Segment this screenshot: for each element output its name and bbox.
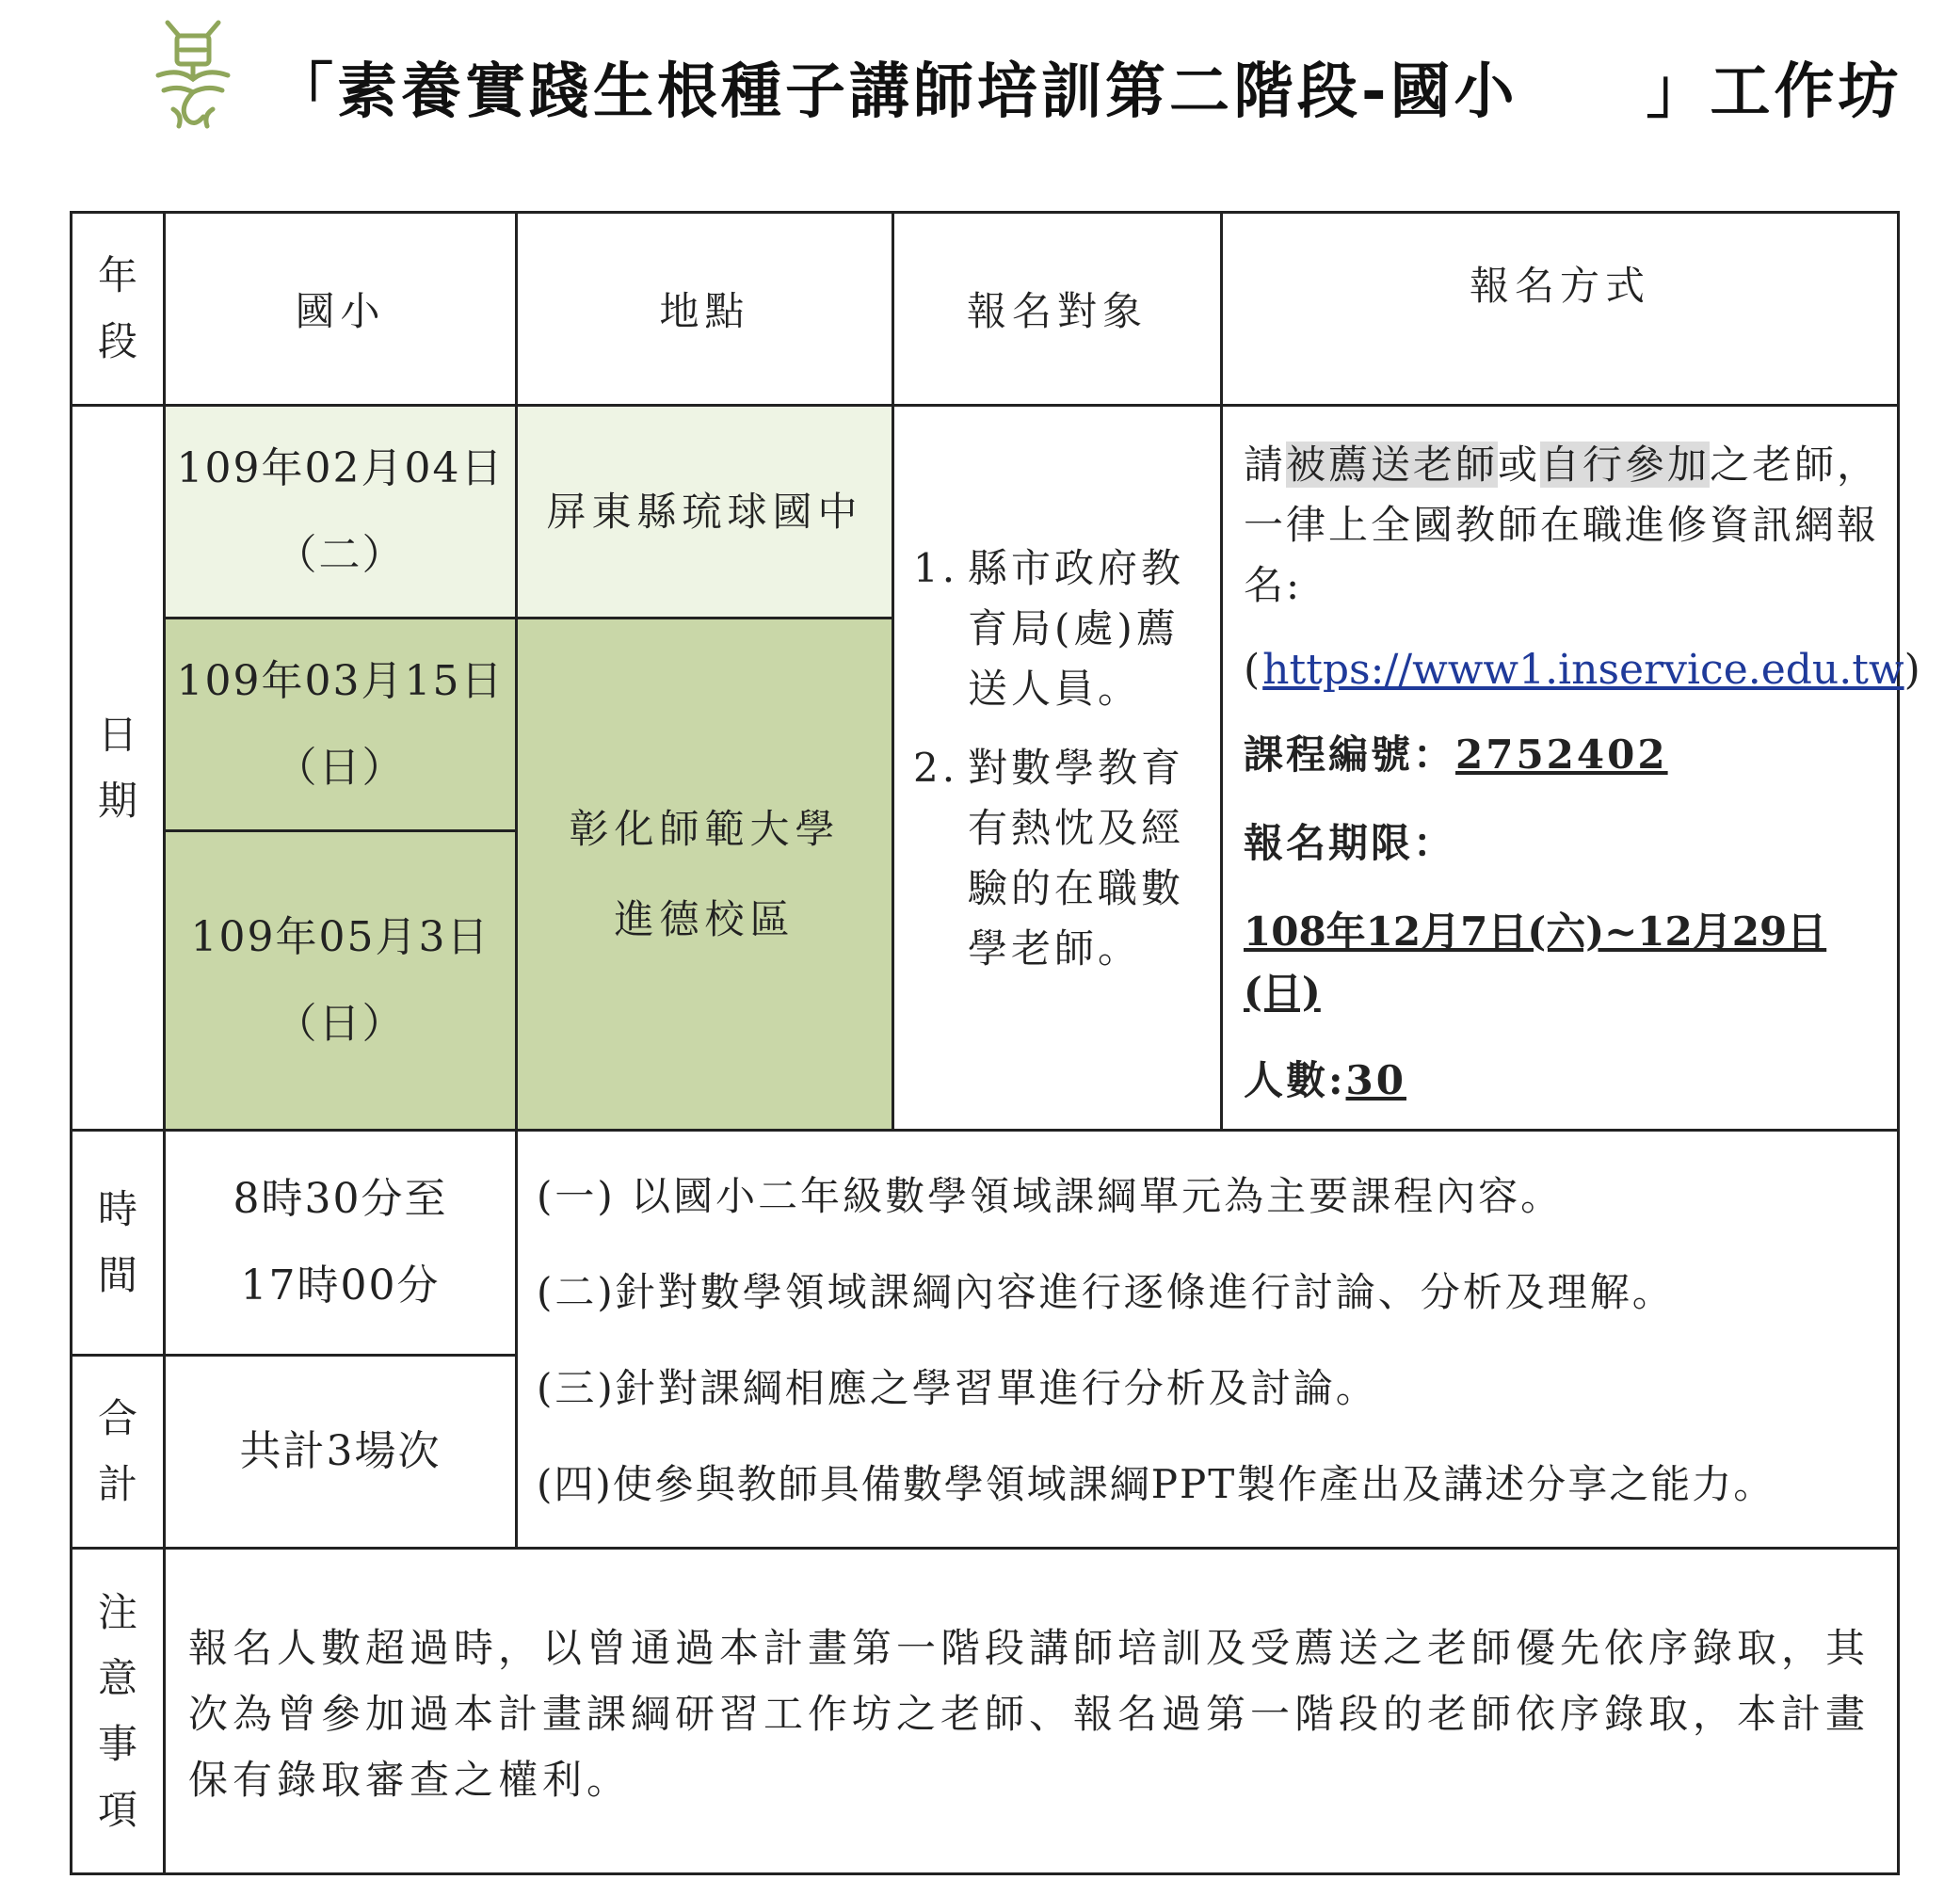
deadline-label: 報名期限： <box>1244 820 1456 866</box>
target-header: 報名對象 <box>966 288 1148 334</box>
date-label: 日期 <box>97 711 137 824</box>
quota-value: 30 <box>1345 1057 1406 1103</box>
session-1-weekday: （二） <box>275 530 406 579</box>
notes-text: 報名人數超過時，以曾通過本計畫第一階段講師培訓及受薦送之老師優先依序錄取，其次為曾參加過本計畫課綱研習工作坊之老師、報名過第一階段的老師依序錄取，本計畫保有錄取審查之權利。 <box>188 1625 1871 1803</box>
date-label-cell <box>70 404 166 1132</box>
session-1-cell <box>163 404 518 619</box>
content-item: (一) 以國小二年級數學領域課綱單元為主要課程內容。 <box>537 1173 1564 1219</box>
time-label: 時間 <box>97 1186 137 1298</box>
location-2-cell <box>515 617 894 1132</box>
target-header-cell <box>892 211 1223 407</box>
quota-label: 人數: <box>1244 1057 1346 1103</box>
session-2-cell <box>163 617 518 832</box>
registration-link[interactable]: https://www1.inservice.edu.tw <box>1262 646 1904 694</box>
location-2-line2: 進德校區 <box>614 895 795 942</box>
time-start: 8時30分至 <box>233 1175 448 1223</box>
content-list <box>518 1132 1897 1533</box>
session-2-date: 109年03月15日 <box>176 656 505 705</box>
location-1-cell <box>515 404 894 619</box>
registration-header: 報名方式 <box>1469 263 1650 309</box>
registration-cell <box>1220 404 1923 1132</box>
location-2-line1: 彰化師範大學 <box>569 805 841 852</box>
grade-value-cell <box>163 211 518 407</box>
session-1-date: 109年02月04日 <box>176 443 505 492</box>
content-cell <box>515 1129 1900 1550</box>
target-text: 縣市政府教育局(處)薦送人員。 <box>968 544 1185 712</box>
content-item: (二)針對數學領域課綱內容進行逐條進行討論、分析及理解。 <box>537 1269 1675 1315</box>
instruction-text: 之老師，一律上全國教師在職進修資訊網報名: <box>1244 442 1880 608</box>
grade-label: 年段 <box>97 252 137 364</box>
total-label-cell <box>70 1354 166 1550</box>
url-paren: ) <box>1904 646 1923 694</box>
total-value: 共計3場次 <box>239 1427 442 1475</box>
notes-label-cell <box>70 1547 166 1875</box>
target-item <box>913 738 1209 979</box>
time-value-cell <box>163 1129 518 1357</box>
target-text: 對數學教育有熱忱及經驗的在職數學老師。 <box>968 744 1185 972</box>
target-number: 2. <box>913 744 959 791</box>
course-number-label: 課程編號： <box>1244 731 1456 778</box>
grade-value: 國小 <box>295 288 386 334</box>
page-header <box>151 17 1902 149</box>
location-1: 屏東縣琉球國中 <box>546 488 863 535</box>
content-item: (三)針對課綱相應之學習單進行分析及討論。 <box>537 1365 1378 1411</box>
grade-label-cell <box>70 211 166 407</box>
url-paren: ( <box>1244 646 1263 694</box>
notes-cell <box>163 1547 1900 1875</box>
deadline-value: 108年12月7日(六)~12月29日(日) <box>1244 908 1827 1015</box>
notes-label: 注意事項 <box>97 1588 137 1833</box>
target-item <box>913 538 1209 719</box>
session-2-weekday: （日） <box>275 743 406 792</box>
targets-list <box>894 538 1220 998</box>
content-item: (四)使參與教師具備數學領域課綱PPT製作產出及講述分享之能力。 <box>537 1461 1775 1507</box>
total-value-cell <box>163 1354 518 1550</box>
instruction-text: 或 <box>1498 442 1541 488</box>
session-3-weekday: （日） <box>275 999 406 1048</box>
quota-line <box>1244 1051 1882 1111</box>
page-title: 「素養實踐生根種子講師培訓第二階段-國小 」工作坊 <box>273 57 1903 127</box>
logo-emblem-icon <box>151 17 235 132</box>
registration-info <box>1223 407 1923 1111</box>
instruction-text: 請 <box>1244 442 1287 488</box>
time-end: 17時00分 <box>240 1261 441 1310</box>
location-header-cell <box>515 211 894 407</box>
location-header: 地點 <box>659 288 750 334</box>
registration-instructions <box>1244 435 1882 616</box>
session-3-date: 109年05月3日 <box>190 912 490 961</box>
course-number-line <box>1244 725 1882 785</box>
recommended-teacher-highlight: 被薦送老師 <box>1286 442 1499 488</box>
registration-header-cell <box>1220 211 1900 407</box>
targets-cell <box>892 404 1223 1132</box>
session-3-cell <box>163 829 518 1132</box>
registration-url-line <box>1244 640 1923 700</box>
course-number: 2752402 <box>1455 731 1668 778</box>
workshop-table <box>70 211 1923 1875</box>
time-label-cell <box>70 1129 166 1357</box>
self-enroll-highlight: 自行參加 <box>1540 442 1711 488</box>
total-label: 合計 <box>97 1395 137 1507</box>
target-number: 1. <box>913 544 959 591</box>
